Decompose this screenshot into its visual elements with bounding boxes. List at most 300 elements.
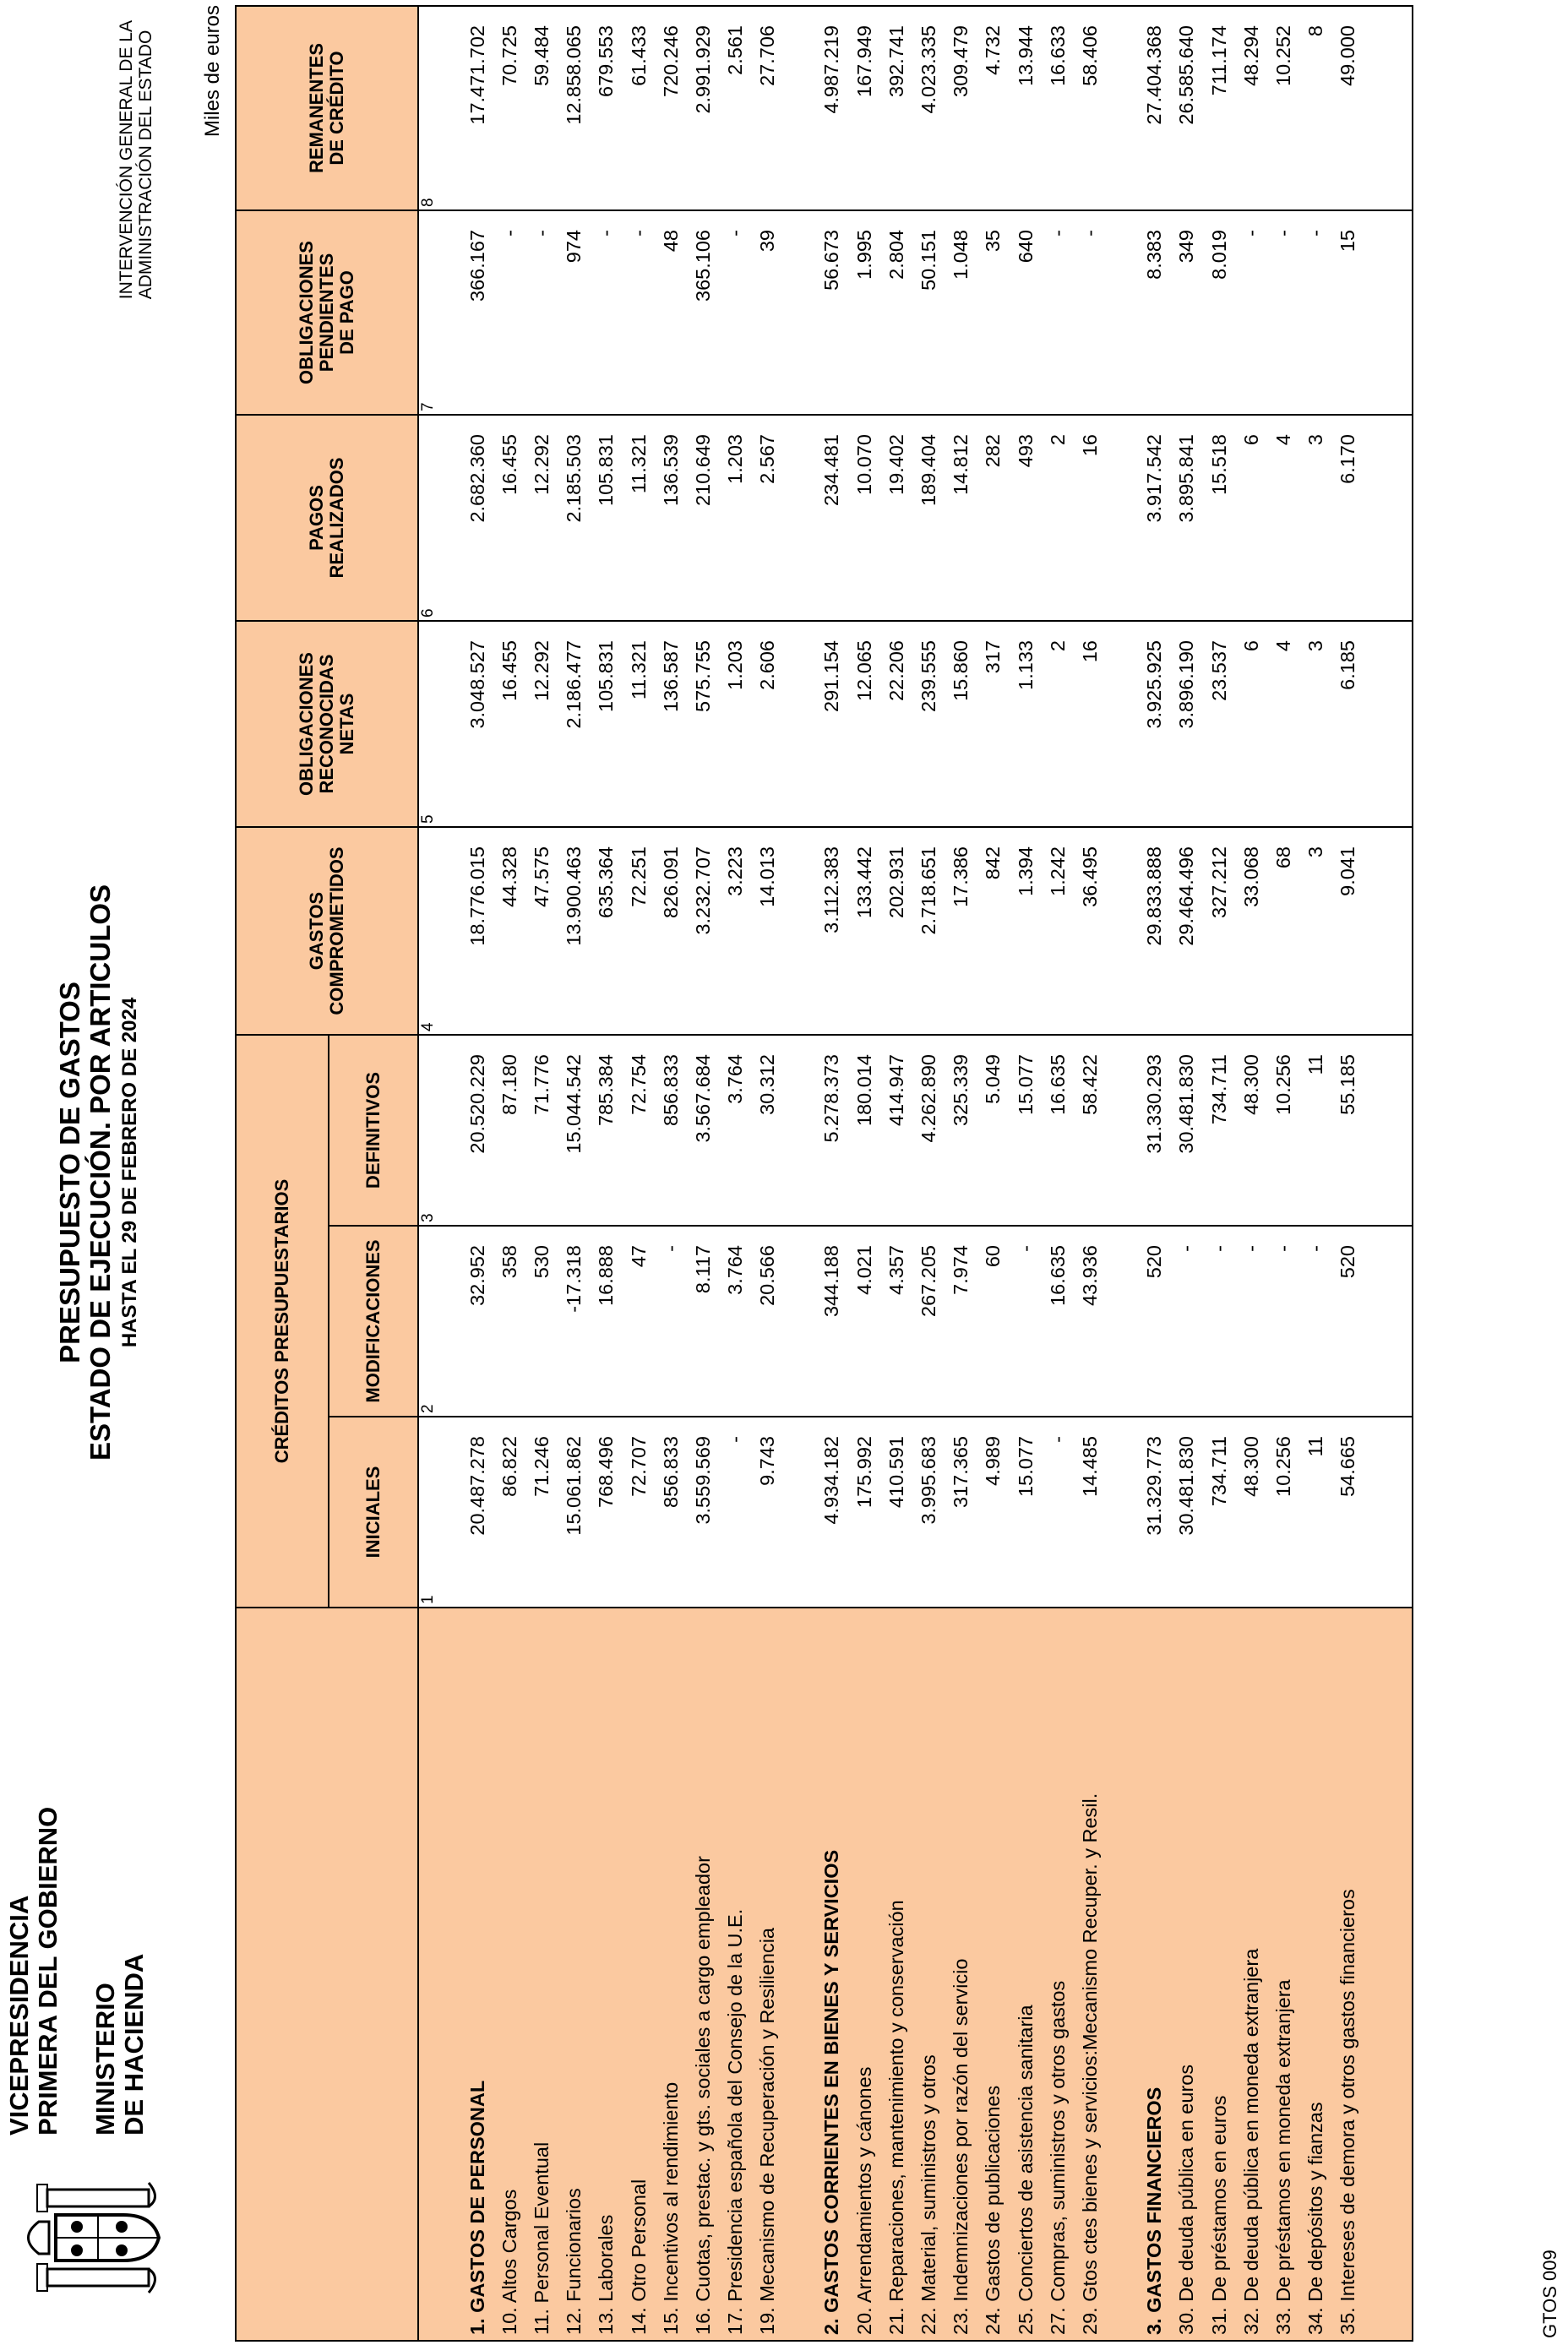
vicepresidencia-line2: PRIMERA DEL GOBIERNO [33,1806,63,2136]
amount-cell: 10.256 [1267,1417,1299,1608]
amount-cell: 520 [1332,1226,1364,1417]
amount-cell: 4 [1267,621,1299,827]
spacer-cell [784,415,816,621]
amount-cell: 15 [1332,210,1364,415]
table-row [945,6,977,2341]
amount-cell: 55.185 [1332,1035,1364,1226]
amount-cell: 12.292 [525,415,558,621]
amount-cell: 175.992 [848,1417,880,1608]
amount-cell: 2.567 [752,415,784,621]
amount-cell: 15.077 [1010,1035,1042,1226]
amount-cell: 5.278.373 [816,1035,848,1226]
amount-cell: 720.246 [655,6,687,210]
amount-cell: 105.831 [591,415,623,621]
amount-cell: 410.591 [880,1417,912,1608]
spacer-row [1107,6,1139,2341]
amount-cell: 4 [1267,415,1299,621]
table-row [752,6,784,2341]
amount-cell: 16.888 [591,1226,623,1417]
amount-cell: 59.484 [525,6,558,210]
amount-cell: 12.292 [525,621,558,827]
amount-cell: 4.989 [977,1417,1010,1608]
amount-cell: 29.464.496 [1171,827,1203,1035]
amount-cell: 3.764 [720,1226,752,1417]
amount-cell: 2.561 [720,6,752,210]
page-date: HASTA EL 29 DE FEBRERO DE 2024 [118,997,141,1348]
amount-cell: 267.205 [912,1226,945,1417]
table-row [525,6,558,2341]
amount-cell: 26.585.640 [1171,6,1203,210]
obligaciones-reconocidas-header [236,621,418,827]
amount-cell: 33.068 [1235,827,1267,1035]
amount-cell: 105.831 [591,621,623,827]
concept-label: 24. Gastos de publicaciones [977,1608,1010,2341]
spacer-row [784,6,816,2341]
amount-cell: 3.895.841 [1171,415,1203,621]
concept-label: 21. Reparaciones, mantenimiento y conservación [880,1608,912,2341]
amount-cell: 27.404.368 [1139,6,1171,210]
amount-cell: 20.566 [752,1226,784,1417]
amount-cell: 2.606 [752,621,784,827]
amount-cell: 234.481 [816,415,848,621]
amount-cell: 679.553 [591,6,623,210]
spacer-cell [1107,1226,1139,1417]
amount-cell: 3 [1300,827,1332,1035]
spacer-cell [784,827,816,1035]
amount-cell: 734.711 [1203,1035,1235,1226]
amount-cell: 10.256 [1267,1035,1299,1226]
spacer-cell [1364,6,1413,210]
concept-label: 27. Compras, suministros y otros gastos [1042,1608,1074,2341]
amount-cell: 61.433 [623,6,655,210]
column-number: 1 [418,1417,438,1608]
amount-cell: - [591,210,623,415]
units-label: Miles de euros [201,5,224,138]
concept-label: 17. Presidencia española del Consejo de la U.E. [720,1608,752,2341]
rem-header-line2: DE CRÉDITO [326,51,347,166]
amount-cell: 48.294 [1235,6,1267,210]
concept-label: 19. Mecanismo de Recuperación y Resiliencia [752,1608,784,2341]
gastos-header-line1: GASTOS [306,891,327,971]
amount-cell: 2.682.360 [461,415,493,621]
amount-cell: 358 [493,1226,525,1417]
ministerio-line1: MINISTERIO [90,1983,120,2136]
orn-header-line3: NETAS [336,693,357,755]
amount-cell: 16.455 [493,415,525,621]
amount-cell: 87.180 [493,1035,525,1226]
amount-cell: 70.725 [493,6,525,210]
amount-cell: 1.242 [1042,827,1074,1035]
amount-cell: 29.833.888 [1139,827,1171,1035]
spacer-cell [1364,1035,1413,1226]
amount-cell: 2 [1042,415,1074,621]
spacer-cell [1364,621,1413,827]
amount-cell: 856.833 [655,1035,687,1226]
column-number: 7 [418,210,438,415]
amount-cell: 239.555 [912,621,945,827]
amount-cell: 71.246 [525,1417,558,1608]
amount-cell: - [1074,210,1106,415]
amount-cell: 15.518 [1203,415,1235,621]
amount-cell: 8.383 [1139,210,1171,415]
amount-cell: 414.947 [880,1035,912,1226]
amount-cell: 3.567.684 [687,1035,719,1226]
table-row [687,6,719,2341]
concept-label: 32. De deuda pública en moneda extranjera [1235,1608,1267,2341]
amount-cell: 16.633 [1042,6,1074,210]
amount-cell: 4.262.890 [912,1035,945,1226]
table-row [1042,6,1074,2341]
table-row [1203,6,1235,2341]
amount-cell: 6.170 [1332,415,1364,621]
amount-cell: 10.070 [848,415,880,621]
amount-cell: 974 [558,210,591,415]
table-row [880,6,912,2341]
table-row [720,6,752,2341]
amount-cell: 27.706 [752,6,784,210]
amount-cell: 11.321 [623,621,655,827]
amount-cell: 16 [1074,621,1106,827]
amount-cell: 309.479 [945,6,977,210]
spacer-cell [1107,1035,1139,1226]
org-line2: ADMINISTRACIÓN DEL ESTADO [136,30,155,300]
amount-cell: 48 [655,210,687,415]
amount-cell: 826.091 [655,827,687,1035]
amount-cell: 167.949 [848,6,880,210]
amount-cell: 3.559.569 [687,1417,719,1608]
amount-cell: 1.048 [945,210,977,415]
amount-cell: 4.357 [880,1226,912,1417]
spacer-cell [784,1608,816,2341]
concept-label: 22. Material, suministros y otros [912,1608,945,2341]
column-number: 4 [418,827,438,1035]
amount-cell: 1.995 [848,210,880,415]
concept-label: 11. Personal Eventual [525,1608,558,2341]
amount-cell: 520 [1139,1226,1171,1417]
spacer-cell [1364,1226,1413,1417]
amount-cell: 3.223 [720,827,752,1035]
amount-cell: 58.422 [1074,1035,1106,1226]
spacer-cell [438,1608,461,2341]
amount-cell: 2.991.929 [687,6,719,210]
amount-cell: 12.065 [848,621,880,827]
amount-cell: 8.019 [1203,210,1235,415]
amount-cell: 8 [1300,6,1332,210]
amount-cell: 13.944 [1010,6,1042,210]
amount-cell: 47 [623,1226,655,1417]
amount-cell: - [623,210,655,415]
amount-cell: 325.339 [945,1035,977,1226]
amount-cell: 3.048.527 [461,621,493,827]
spacer-cell [1107,1417,1139,1608]
column-number-blank [418,1608,438,2341]
amount-cell: 180.014 [848,1035,880,1226]
amount-cell: 13.900.463 [558,827,591,1035]
pagos-header-line2: REALIZADOS [326,457,347,579]
amount-cell: 68 [1267,827,1299,1035]
amount-cell: 44.328 [493,827,525,1035]
concept-label: 12. Funcionarios [558,1608,591,2341]
amount-cell: 16.455 [493,621,525,827]
spacer-cell [1107,415,1139,621]
amount-cell: 14.485 [1074,1417,1106,1608]
amount-cell: 575.755 [687,621,719,827]
amount-cell: 2.185.503 [558,415,591,621]
amount-cell: 189.404 [912,415,945,621]
table-row [591,6,623,2341]
column-number-row [418,6,438,2341]
column-number: 6 [418,415,438,621]
amount-cell: 493 [1010,415,1042,621]
column-number: 8 [418,6,438,210]
amount-cell: 54.665 [1332,1417,1364,1608]
opp-header-line1: OBLIGACIONES [296,241,317,384]
page-subtitle: ESTADO DE EJECUCIÓN. POR ARTICULOS [84,884,116,1461]
amount-cell: 11 [1300,1417,1332,1608]
amount-cell: - [720,210,752,415]
amount-cell: 635.364 [591,827,623,1035]
concept-label: 25. Conciertos de asistencia sanitaria [1010,1608,1042,2341]
amount-cell: 392.741 [880,6,912,210]
iniciales-header: INICIALES [329,1417,418,1608]
concept-label: 23. Indemnizaciones por razón del servicio [945,1608,977,2341]
concept-label: 29. Gtos ctes bienes y servicios:Mecanismo Recuper. y Resil. [1074,1608,1106,2341]
amount-cell: 282 [977,415,1010,621]
amount-cell: 30.481.830 [1171,1417,1203,1608]
amount-cell: - [493,210,525,415]
spacer-row [1364,6,1413,2341]
amount-cell: 17.471.702 [461,6,493,210]
amount-cell: - [1010,1226,1042,1417]
amount-cell: 30.312 [752,1035,784,1226]
amount-cell: 317.365 [945,1417,977,1608]
amount-cell: 71.776 [525,1035,558,1226]
spacer-cell [1364,1608,1413,2341]
group-row [816,6,848,2341]
spacer-cell [1107,827,1139,1035]
concept-label: 13. Laborales [591,1608,623,2341]
amount-cell: 23.537 [1203,621,1235,827]
table-row [1267,6,1299,2341]
amount-cell: 349 [1171,210,1203,415]
amount-cell: 20.520.229 [461,1035,493,1226]
group-row [461,6,493,2341]
concept-label: 34. De depósitos y fianzas [1300,1608,1332,2341]
budget-table [235,5,1413,2342]
orn-header-line1: OBLIGACIONES [296,652,317,796]
amount-cell: 4.023.335 [912,6,945,210]
amount-cell: 16.635 [1042,1226,1074,1417]
amount-cell: 72.754 [623,1035,655,1226]
amount-cell: 3 [1300,621,1332,827]
amount-cell: 1.203 [720,621,752,827]
obligaciones-pendientes-header [236,210,418,415]
amount-cell: 58.406 [1074,6,1106,210]
table-row [1332,6,1364,2341]
amount-cell: 640 [1010,210,1042,415]
amount-cell: 4.021 [848,1226,880,1417]
amount-cell: 47.575 [525,827,558,1035]
concept-label: 33. De préstamos en moneda extranjera [1267,1608,1299,2341]
amount-cell: 16.635 [1042,1035,1074,1226]
amount-cell: 530 [525,1226,558,1417]
amount-cell: 50.151 [912,210,945,415]
amount-cell: - [1042,210,1074,415]
organization-label [117,20,155,299]
amount-cell: 3.925.925 [1139,621,1171,827]
column-number: 5 [418,621,438,827]
amount-cell: - [1235,1226,1267,1417]
concept-label: 10. Altos Cargos [493,1608,525,2341]
spacer-cell [1107,6,1139,210]
amount-cell: 11.321 [623,415,655,621]
amount-cell: 8.117 [687,1226,719,1417]
amount-cell: 15.044.542 [558,1035,591,1226]
table-row [623,6,655,2341]
amount-cell: 12.858.065 [558,6,591,210]
amount-cell: 291.154 [816,621,848,827]
spacer-cell [1107,210,1139,415]
amount-cell: 327.212 [1203,827,1235,1035]
concept-label: 35. Intereses de demora y otros gastos financieros [1332,1608,1364,2341]
amount-cell: - [655,1226,687,1417]
amount-cell: 2 [1042,621,1074,827]
column-number: 3 [418,1035,438,1226]
spacer-cell [1364,827,1413,1035]
amount-cell: 3.112.383 [816,827,848,1035]
table-row [912,6,945,2341]
amount-cell: 39 [752,210,784,415]
amount-cell: 768.496 [591,1417,623,1608]
amount-cell: - [720,1417,752,1608]
amount-cell: 31.330.293 [1139,1035,1171,1226]
amount-cell: 56.673 [816,210,848,415]
amount-cell: 3.764 [720,1035,752,1226]
table-row [1235,6,1267,2341]
spacer-cell [784,1226,816,1417]
amount-cell: - [1235,210,1267,415]
amount-cell: 15.077 [1010,1417,1042,1608]
amount-cell: 72.707 [623,1417,655,1608]
table-row [1171,6,1203,2341]
amount-cell: 4.934.182 [816,1417,848,1608]
opp-header-line2: PENDIENTES [316,253,337,373]
spacer-cell [784,1035,816,1226]
concept-label: 14. Otro Personal [623,1608,655,2341]
amount-cell: 9.041 [1332,827,1364,1035]
amount-cell: 3 [1300,415,1332,621]
amount-cell: 11 [1300,1035,1332,1226]
table-row [1300,6,1332,2341]
amount-cell: 2.186.477 [558,621,591,827]
amount-cell: 6.185 [1332,621,1364,827]
page-title: PRESUPUESTO DE GASTOS [54,982,85,1363]
amount-cell: 9.743 [752,1417,784,1608]
amount-cell: 32.952 [461,1226,493,1417]
amount-cell: 20.487.278 [461,1417,493,1608]
amount-cell: 35 [977,210,1010,415]
amount-cell: 43.936 [1074,1226,1106,1417]
amount-cell: 1.133 [1010,621,1042,827]
concept-label: 31. De préstamos en euros [1203,1608,1235,2341]
amount-cell: 2.804 [880,210,912,415]
document-code: GTOS 009 [1539,2250,1560,2338]
amount-cell: - [1300,1226,1332,1417]
amount-cell: 136.539 [655,415,687,621]
amount-cell: 14.812 [945,415,977,621]
spacer-row [438,6,461,2341]
group-row [1139,6,1171,2341]
opp-header-line3: DE PAGO [336,270,357,355]
concept-label: 20. Arrendamientos y cánones [848,1608,880,2341]
gastos-comprometidos-header [236,827,418,1035]
amount-cell: 60 [977,1226,1010,1417]
amount-cell: 366.167 [461,210,493,415]
amount-cell: 785.384 [591,1035,623,1226]
amount-cell: 48.300 [1235,1417,1267,1608]
concept-label: 16. Cuotas, prestac. y gts. sociales a cargo empleador [687,1608,719,2341]
table-row [1010,6,1042,2341]
concept-label: 1. GASTOS DE PERSONAL [461,1608,493,2341]
amount-cell: 16 [1074,415,1106,621]
pagos-header-line1: PAGOS [306,485,327,551]
amount-cell: 18.776.015 [461,827,493,1035]
spacer-cell [784,621,816,827]
spacer-cell [1364,210,1413,415]
spacer-cell [1107,1608,1139,2341]
amount-cell: 344.188 [816,1226,848,1417]
amount-cell: 3.995.683 [912,1417,945,1608]
amount-cell: 202.931 [880,827,912,1035]
creditos-header: CRÉDITOS PRESUPUESTARIOS [236,1035,329,1608]
pagos-realizados-header [236,415,418,621]
table-row [848,6,880,2341]
definitivos-header: DEFINITIVOS [329,1035,418,1226]
amount-cell: 5.049 [977,1035,1010,1226]
amount-cell: - [1267,210,1299,415]
amount-cell: 3.232.707 [687,827,719,1035]
amount-cell: - [1042,1417,1074,1608]
modificaciones-header: MODIFICACIONES [329,1226,418,1417]
concept-label: 2. GASTOS CORRIENTES EN BIENES Y SERVICIOS [816,1608,848,2341]
amount-cell: 19.402 [880,415,912,621]
amount-cell: - [1203,1226,1235,1417]
amount-cell: 856.833 [655,1417,687,1608]
remanentes-header [236,6,418,210]
column-number: 2 [418,1226,438,1417]
amount-cell: 6 [1235,621,1267,827]
amount-cell: 86.822 [493,1417,525,1608]
spacer-cell [784,6,816,210]
amount-cell: 31.329.773 [1139,1417,1171,1608]
amount-cell: 210.649 [687,415,719,621]
amount-cell: 842 [977,827,1010,1035]
amount-cell: 4.732 [977,6,1010,210]
amount-cell: 2.718.651 [912,827,945,1035]
amount-cell: 365.106 [687,210,719,415]
amount-cell: 17.386 [945,827,977,1035]
amount-cell: 14.013 [752,827,784,1035]
amount-cell: 15.860 [945,621,977,827]
amount-cell: 36.495 [1074,827,1106,1035]
amount-cell: 72.251 [623,827,655,1035]
amount-cell: 136.587 [655,621,687,827]
table-row [1074,6,1106,2341]
amount-cell: 6 [1235,415,1267,621]
amount-cell: 30.481.830 [1171,1035,1203,1226]
spacer-cell [1364,1417,1413,1608]
amount-cell: -17.318 [558,1226,591,1417]
